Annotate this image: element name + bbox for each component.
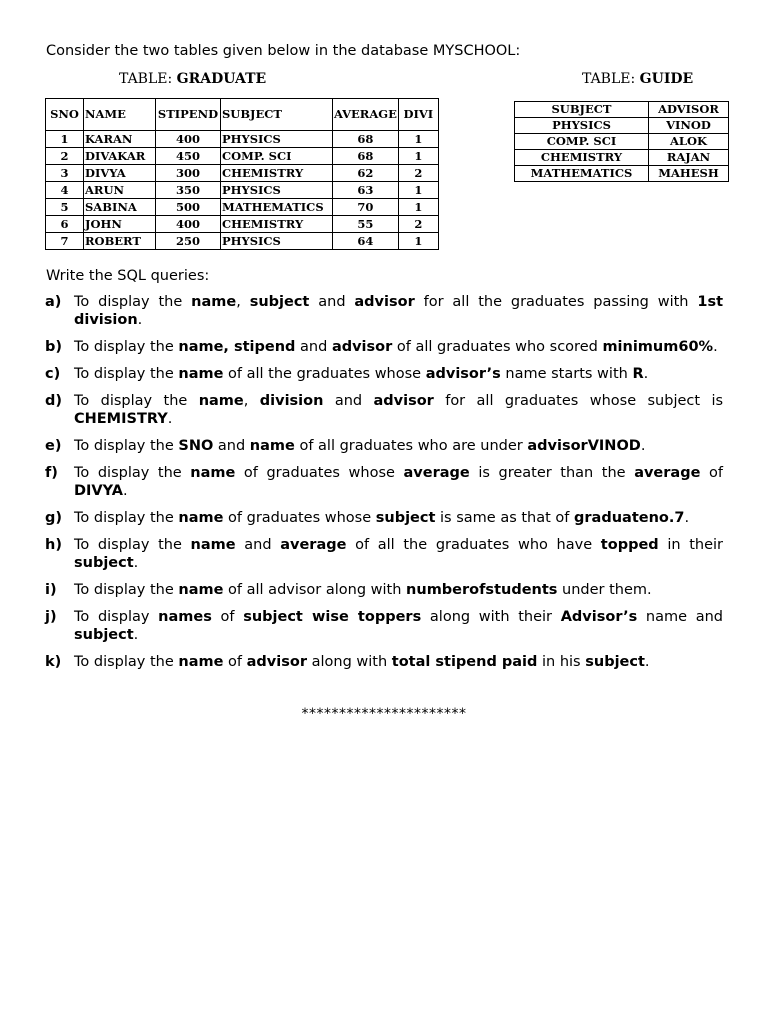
table-row [515,150,729,166]
question-fragment: . [167,411,173,427]
table-row [46,148,439,165]
table-cell: 2 [398,216,438,233]
table-cell: 350 [156,182,221,199]
question-fragment: . [713,339,718,355]
question-item [45,293,723,329]
question-keyword: minimum60% [602,339,714,355]
question-fragment: for all the graduates passing with [414,294,698,310]
table-cell: KARAN [84,131,156,148]
question-fragment: and [309,294,355,310]
table-cell: JOHN [84,216,156,233]
questions-heading: Write the SQL queries: [46,268,210,284]
question-keyword: topped [600,537,659,553]
question-keyword: average [634,465,701,481]
header-cell: SNO [46,99,84,131]
question-keyword: advisor [354,294,415,310]
question-keyword: names [158,609,212,625]
question-fragment: and [295,339,332,355]
question-fragment: of all advisor along with [223,582,407,598]
graduate-label-name: GRADUATE [176,71,267,87]
question-fragment: in their [658,537,724,553]
question-fragment: of [211,609,244,625]
question-text [74,653,723,671]
table-cell: COMP. SCI [515,134,649,150]
question-fragment: To display [74,609,159,625]
question-keyword: subject [585,654,645,670]
question-keyword: total stipend paid [391,654,538,670]
question-fragment: and [235,537,281,553]
table-cell: MATHEMATICS [515,166,649,182]
table-cell: SABINA [84,199,156,216]
question-keyword: numberofstudents [406,582,558,598]
table-cell: VINOD [649,118,729,134]
table-cell: 70 [333,199,399,216]
table-cell: CHEMISTRY [221,165,333,182]
table-cell: 250 [156,233,221,250]
question-keyword: name [198,393,244,409]
table-row [515,118,729,134]
table-cell: 5 [46,199,84,216]
table-cell: 1 [398,182,438,199]
table-cell: 2 [46,148,84,165]
question-keyword: SNO [178,438,214,454]
question-keyword: subject [375,510,436,526]
guide-table-body [515,118,729,182]
question-fragment: name starts with [500,366,633,382]
question-item [45,653,723,671]
question-label: e) [45,438,62,454]
question-fragment: of graduates whose [223,510,376,526]
table-cell: 1 [398,148,438,165]
table-cell: 63 [333,182,399,199]
guide-table [514,101,729,182]
question-fragment: To display the [74,465,191,481]
question-fragment: To display the [74,393,199,409]
question-label: j) [45,609,57,625]
question-label: f) [45,465,58,481]
question-keyword: advisor [331,339,393,355]
table-row [515,134,729,150]
guide-label-prefix: TABLE: [582,71,636,87]
question-item [45,365,723,383]
table-row [46,233,439,250]
table-cell: 400 [156,216,221,233]
question-label: h) [45,537,62,553]
question-fragment: To display the [74,366,179,382]
graduate-table-label [119,71,266,87]
question-keyword: advisor’s [425,366,501,382]
question-keyword: subject [74,555,134,571]
table-cell: 68 [333,131,399,148]
question-fragment: . [644,654,650,670]
graduate-table [45,98,439,250]
table-cell: 1 [398,233,438,250]
guide-header-row [515,102,729,118]
question-fragment: is greater than the [469,465,635,481]
question-fragment: of graduates whose [235,465,404,481]
question-label: g) [45,510,63,526]
question-label: b) [45,339,63,355]
question-text [74,509,723,527]
table-cell: PHYSICS [221,233,333,250]
question-fragment: of all the graduates whose [223,366,426,382]
table-cell: CHEMISTRY [221,216,333,233]
question-keyword: 1st division [74,294,724,328]
table-cell: 68 [333,148,399,165]
question-item [45,464,723,500]
question-fragment: of all the graduates who have [346,537,601,553]
table-row [46,165,439,182]
table-cell: ARUN [84,182,156,199]
question-fragment: of all graduates who are under [294,438,528,454]
table-row [46,216,439,233]
question-text [74,437,723,455]
question-label: i) [45,582,57,598]
question-item [45,437,723,455]
question-text [74,392,723,428]
table-cell: 1 [46,131,84,148]
header-cell: SUBJECT [515,102,649,118]
table-cell: 3 [46,165,84,182]
question-fragment: . [684,510,690,526]
table-cell: 450 [156,148,221,165]
question-fragment: and [213,438,250,454]
question-text [74,365,723,383]
table-cell: ALOK [649,134,729,150]
table-cell: 64 [333,233,399,250]
table-cell: 500 [156,199,221,216]
question-keyword: name [190,465,236,481]
question-fragment: of [223,654,247,670]
table-cell: DIVYA [84,165,156,182]
table-row [46,182,439,199]
intro-text: Consider the two tables given below in the database MYSCHOOL: [46,43,521,59]
table-row [46,199,439,216]
question-keyword: subject [74,627,134,643]
question-fragment: , [243,393,260,409]
table-cell: PHYSICS [515,118,649,134]
table-cell: 300 [156,165,221,182]
table-cell: 7 [46,233,84,250]
graduate-label-prefix: TABLE: [119,71,173,87]
question-keyword: name [178,582,224,598]
question-keyword: name, stipend [178,339,296,355]
question-keyword: advisor [373,393,434,409]
table-cell: 1 [398,199,438,216]
question-keyword: subject [249,294,310,310]
header-cell: SUBJECT [221,99,333,131]
question-text [74,464,723,500]
question-fragment: To display the [74,339,179,355]
question-keyword: name [249,438,295,454]
table-cell: 55 [333,216,399,233]
table-cell: RAJAN [649,150,729,166]
question-keyword: name [190,537,236,553]
question-keyword: average [280,537,347,553]
question-label: a) [45,294,62,310]
question-fragment: . [137,312,143,328]
question-keyword: average [403,465,470,481]
question-keyword: name [178,654,224,670]
question-fragment: To display the [74,510,179,526]
question-fragment: . [133,627,139,643]
table-cell: MATHEMATICS [221,199,333,216]
question-fragment: , [236,294,250,310]
table-cell: PHYSICS [221,131,333,148]
header-cell: DIVI [398,99,438,131]
guide-label-name: GUIDE [639,71,694,87]
table-cell: 4 [46,182,84,199]
table-cell: CHEMISTRY [515,150,649,166]
question-keyword: R [632,366,644,382]
question-label: c) [45,366,61,382]
question-keyword: advisorVINOD [527,438,641,454]
question-fragment: To display the [74,582,179,598]
table-cell: DIVAKAR [84,148,156,165]
question-keyword: division [259,393,324,409]
question-fragment: To display the [74,294,192,310]
question-fragment: To display the [74,654,179,670]
header-cell: STIPEND [156,99,221,131]
question-text [74,536,723,572]
table-cell: PHYSICS [221,182,333,199]
table-cell: ROBERT [84,233,156,250]
question-item [45,338,723,356]
question-fragment: in his [537,654,586,670]
header-cell: NAME [84,99,156,131]
footer-stars: ********************** [301,706,467,722]
question-fragment: . [643,366,649,382]
question-keyword: subject wise toppers [243,609,422,625]
table-cell: 62 [333,165,399,182]
question-text [74,608,723,644]
question-text [74,338,723,356]
question-keyword: name [178,510,224,526]
question-fragment: of [700,465,723,481]
question-fragment: and [323,393,374,409]
question-fragment: under them. [557,582,652,598]
table-cell: 1 [398,131,438,148]
question-fragment: . [133,555,139,571]
question-item [45,608,723,644]
question-fragment: . [123,483,128,499]
question-fragment: along with [306,654,392,670]
header-cell: AVERAGE [333,99,399,131]
question-keyword: CHEMISTRY [74,411,168,427]
question-text [74,581,723,599]
graduate-header-row [46,99,439,131]
question-item [45,536,723,572]
question-keyword: name [191,294,237,310]
guide-table-label [582,71,693,87]
table-row [515,166,729,182]
question-label: k) [45,654,62,670]
question-fragment: is same as that of [435,510,575,526]
question-fragment: To display the [74,438,179,454]
question-fragment: of all graduates who scored [392,339,603,355]
question-fragment: along with their [421,609,561,625]
question-keyword: Advisor’s [560,609,638,625]
table-cell: 2 [398,165,438,182]
question-list [45,293,723,680]
graduate-table-body [46,131,439,250]
question-item [45,509,723,527]
question-item [45,392,723,428]
question-fragment: . [640,438,646,454]
question-fragment: name and [637,609,723,625]
question-fragment: for all graduates whose subject is [433,393,724,409]
question-keyword: DIVYA [74,483,123,499]
question-fragment: To display the [74,537,191,553]
question-text [74,293,723,329]
table-row [46,131,439,148]
header-cell: ADVISOR [649,102,729,118]
question-keyword: name [178,366,224,382]
question-keyword: graduateno.7 [574,510,685,526]
question-item [45,581,723,599]
question-label: d) [45,393,63,409]
question-keyword: advisor [246,654,307,670]
table-cell: COMP. SCI [221,148,333,165]
table-cell: 6 [46,216,84,233]
table-cell: 400 [156,131,221,148]
table-cell: MAHESH [649,166,729,182]
